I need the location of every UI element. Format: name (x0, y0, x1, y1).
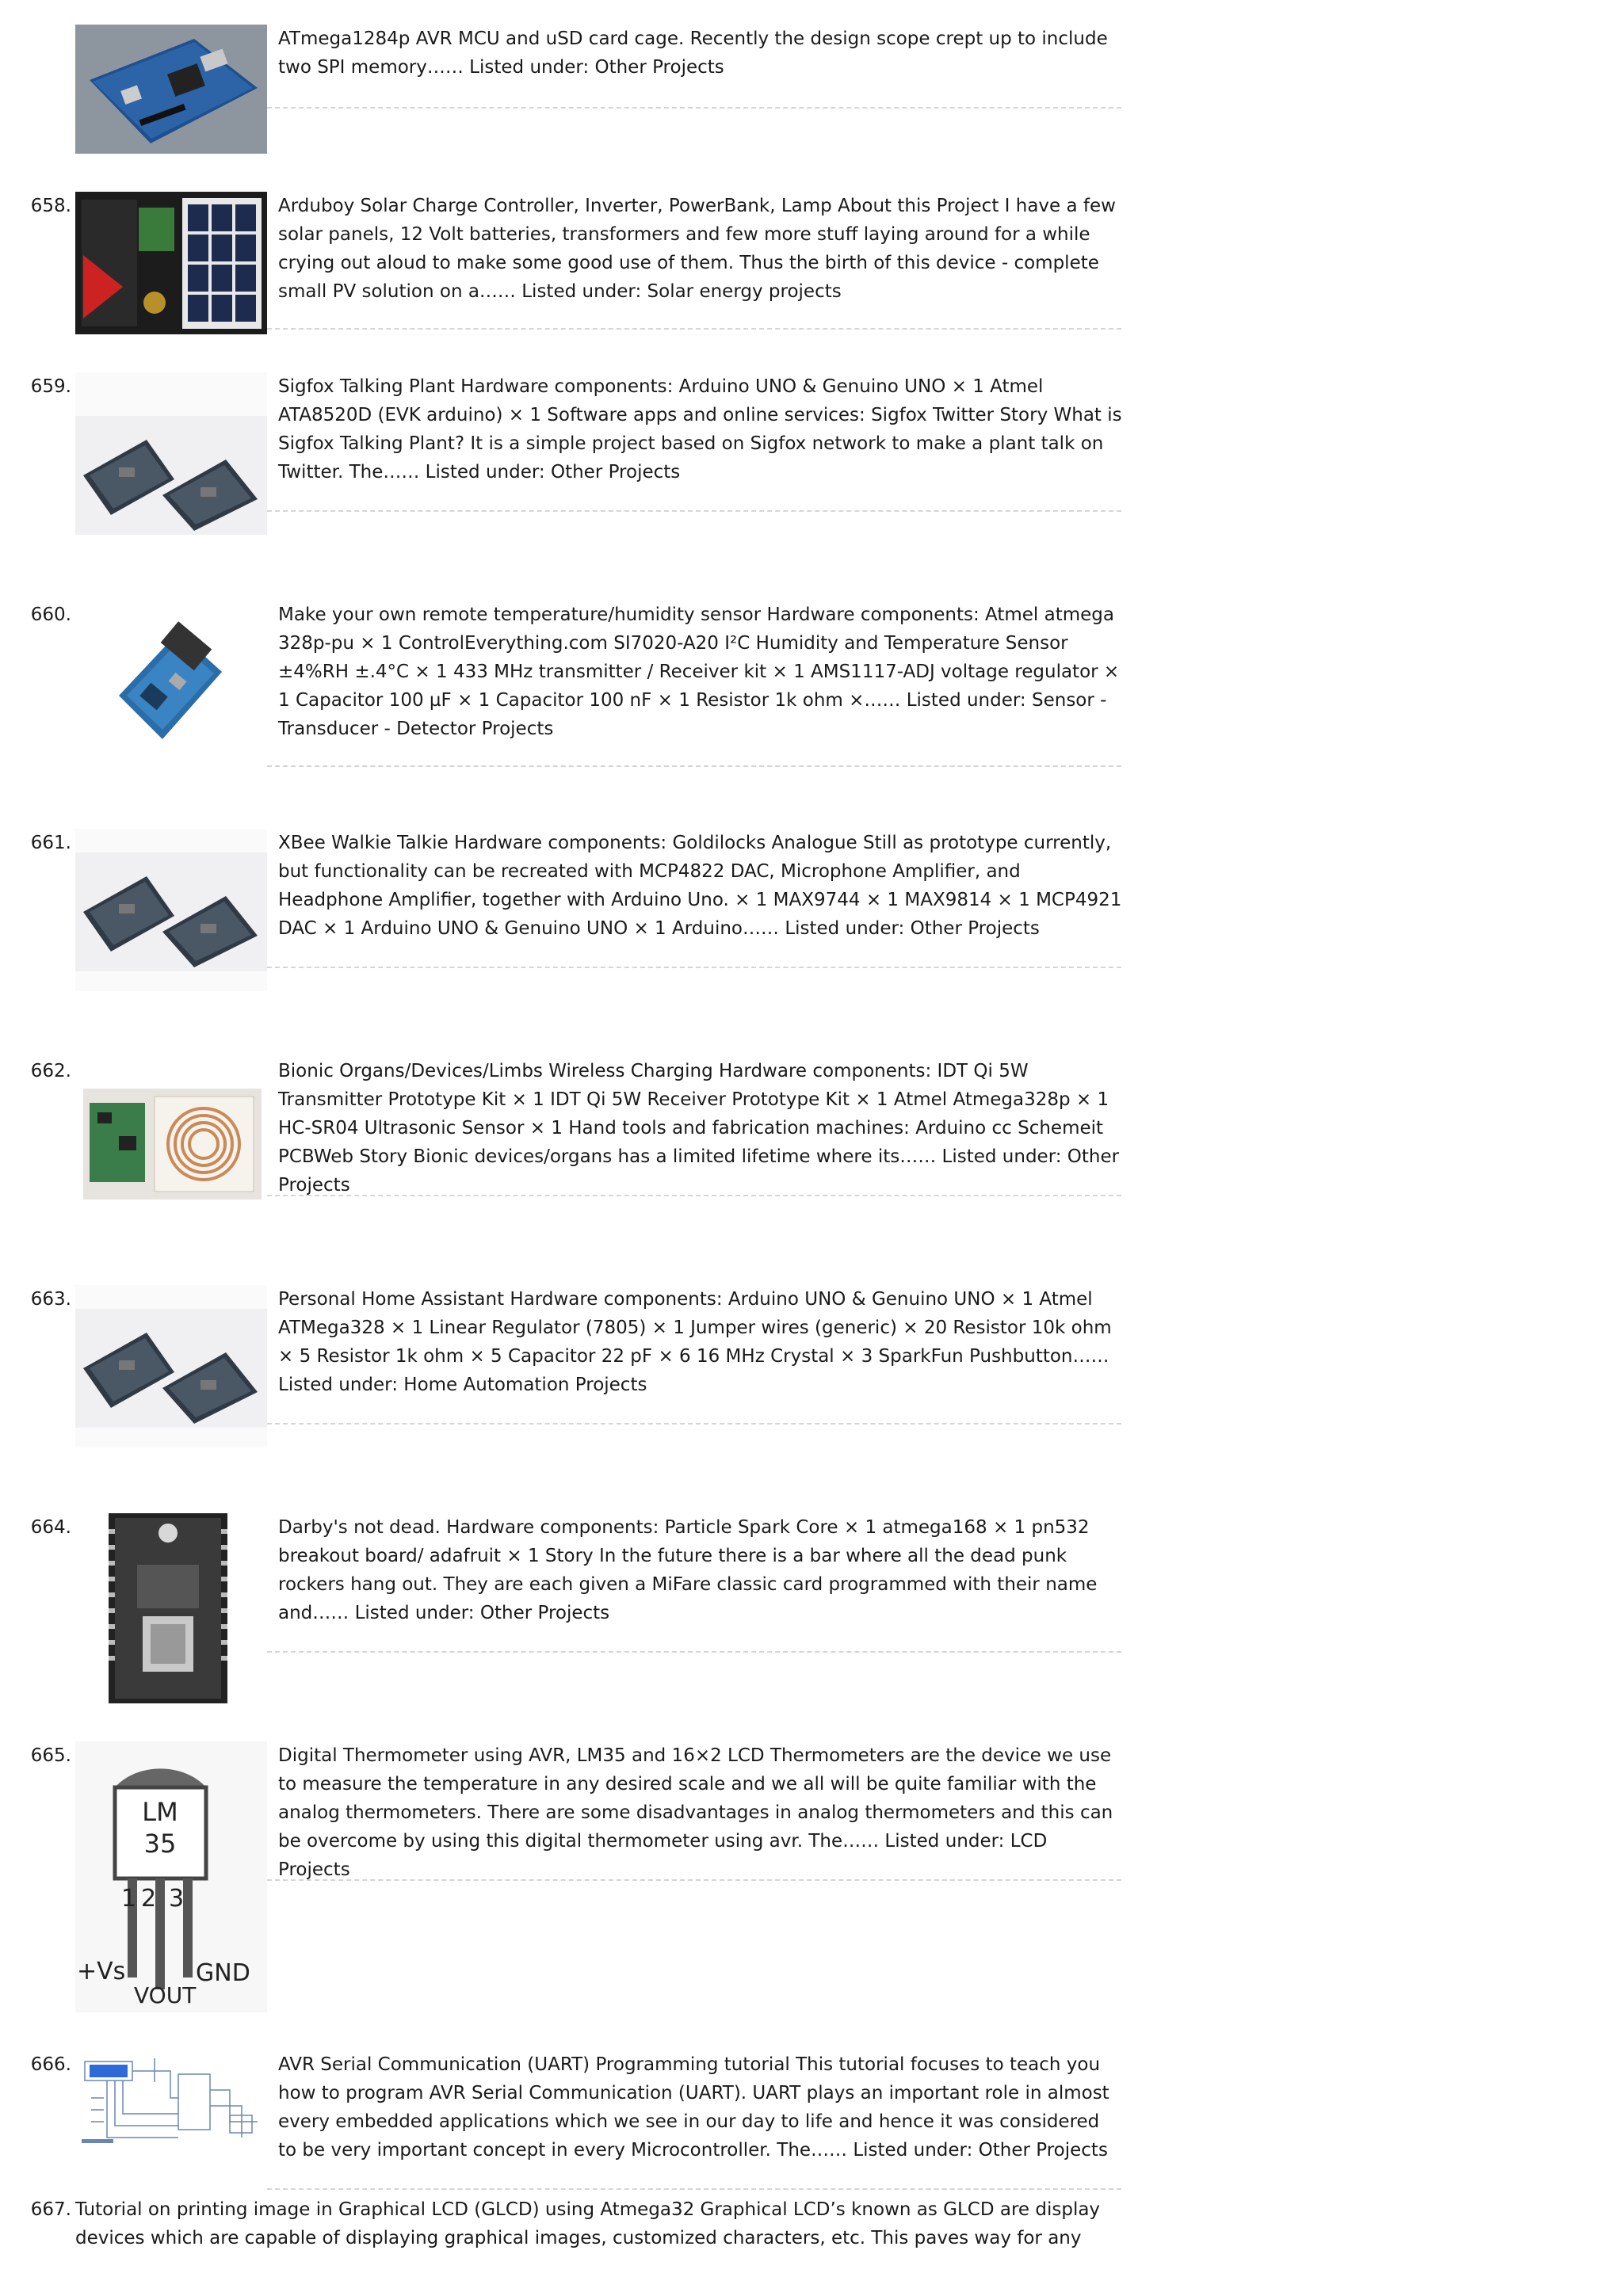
project-description[interactable] (75, 2195, 1129, 2252)
item-number: 662. (30, 1061, 71, 1081)
divider (267, 765, 1121, 767)
item-number: 663. (30, 1289, 71, 1310)
project-description[interactable] (278, 192, 1122, 306)
pin-label-3: 3 (169, 1885, 185, 1913)
project-link[interactable]: Personal Home Assistant Hardware components: Arduino UNO & Genuino UNO × 1 Atmel ATMega328 × 1 Linear Regulator (7805) × 1 Jumper wires (generic) × 20 Resistor 10k ohm × 5 Resistor 1k ohm × 5 Capacitor 22 pF × 6 16 MHz Crystal × 3 SparkFun Pushbutton…… Listed under: Home Automation Projects (278, 1289, 1112, 1395)
project-description[interactable] (278, 601, 1122, 743)
item-number: 664. (30, 1517, 71, 1538)
solar-panel-photo[interactable] (75, 192, 267, 334)
uart-schematic-image[interactable] (75, 2050, 267, 2153)
spark-core-photo[interactable] (75, 1513, 267, 1703)
project-link[interactable]: Digital Thermometer using AVR, LM35 and 16×2 LCD Thermometers are the device we use to measure the temperature in any desired scale and we all will be quite familiar with the analog thermometers. There are some disadvantages in analog thermometers and this can be overcome by using this digital thermometer using avr. The…… Listed under: LCD Projects (278, 1745, 1113, 1880)
project-link[interactable]: XBee Walkie Talkie Hardware components: Goldilocks Analogue Still as prototype currently, but functionality can be recreated with MCP4822 DAC, Microphone Amplifier, and Headphone Amplifier, together with Arduino Uno. × 1 MAX9744 × 1 MAX9814 × 1 MCP4921 DAC × 1 Arduino UNO & Genuino UNO × 1 Arduino…… Listed under: Other Projects (278, 833, 1122, 939)
avr-board-photo[interactable] (75, 25, 267, 154)
pin-label-1: 1 (121, 1885, 137, 1913)
arduino-boards-photo[interactable] (75, 829, 267, 991)
project-description[interactable] (278, 829, 1122, 943)
project-description[interactable] (278, 2050, 1122, 2164)
divider (267, 107, 1121, 109)
project-description[interactable] (278, 1513, 1122, 1627)
project-link[interactable]: Arduboy Solar Charge Controller, Inverter, PowerBank, Lamp About this Project I have a few solar panels, 12 Volt batteries, transformers and few more stuff laying around for a while crying out aloud to make some good use of them. Thus the birth of this device - complete small PV solution on a…… Listed under: Solar energy projects (278, 196, 1116, 302)
item-number: 660. (30, 605, 71, 625)
project-description[interactable] (278, 372, 1122, 486)
divider (267, 967, 1121, 968)
project-link[interactable]: Darby's not dead. Hardware components: Particle Spark Core × 1 atmega168 × 1 pn532 breakout board/ adafruit × 1 Story In the future there is a bar where all the dead punk rockers hang out. They are each given a MiFare classic card programmed with their name and…… Listed under: Other Projects (278, 1517, 1098, 1623)
divider (267, 1879, 1121, 1881)
project-link[interactable]: Tutorial on printing image in Graphical LCD (GLCD) using Atmega32 Graphical LCD’s known as GLCD are display devices which are capable of displaying graphical images, customized characters, etc. This paves way for any (75, 2199, 1101, 2248)
project-description[interactable] (278, 1285, 1122, 1399)
item-number: 666. (30, 2054, 71, 2075)
divider (267, 2188, 1121, 2190)
item-number: 661. (30, 833, 71, 853)
divider (267, 510, 1121, 512)
lm35-pinout-diagram[interactable] (75, 1741, 267, 2012)
divider (267, 328, 1121, 330)
arduino-boards-photo[interactable] (75, 372, 267, 535)
chip-label-number: 35 (143, 1829, 177, 1859)
divider (267, 1195, 1121, 1196)
item-number: 659. (30, 376, 71, 397)
vout-label: VOUT (134, 1982, 197, 2008)
vs-label: +Vs (77, 1958, 126, 1985)
item-number: 665. (30, 1745, 71, 1766)
project-link[interactable]: AVR Serial Communication (UART) Programming tutorial This tutorial focuses to teach you how to program AVR Serial Communication (UART). UART plays an important role in almost every embedded applications which we see in our day to life and hence it was considered to be very important concept in every Microcontroller. The…… Listed under: Other Projects (278, 2054, 1109, 2161)
project-link[interactable]: ATmega1284p AVR MCU and uSD card cage. Recently the design scope crept up to include two SPI memory…… Listed under: Other Projects (278, 29, 1108, 78)
arduino-boards-photo[interactable] (75, 1285, 267, 1447)
sensor-module-photo[interactable] (75, 601, 267, 763)
project-link[interactable]: Make your own remote temperature/humidity sensor Hardware components: Atmel atmega 328p-pu × 1 ControlEverything.com SI7020-A20 I²C Humidity and Temperature Sensor ±4%RH ±.4°C × 1 433 MHz transmitter / Receiver kit × 1 AMS1117-ADJ voltage regulator × 1 Capacitor 100 µF × 1 Capacitor 100 nF × 1 Resistor 1k ohm ×…… Listed under: Sensor - Transducer - Detector Projects (278, 605, 1120, 739)
divider (267, 1423, 1121, 1425)
divider (267, 1651, 1121, 1653)
project-description[interactable] (278, 25, 1122, 82)
project-link[interactable]: Bionic Organs/Devices/Limbs Wireless Charging Hardware components: IDT Qi 5W Transmitter Prototype Kit × 1 IDT Qi 5W Receiver Prototype Kit × 1 Atmel Atmega328p × 1 HC-SR04 Ultrasonic Sensor × 1 Hand tools and fabrication machines: Arduino cc Schemeit PCBWeb Story Bionic devices/organs has a limited lifetime where its…… Listed under: Other Projects (278, 1061, 1120, 1196)
gnd-label: GND (196, 1959, 250, 1987)
project-description[interactable] (278, 1057, 1122, 1199)
item-number: 667. (30, 2199, 71, 2220)
chip-label: LM (142, 1797, 178, 1827)
item-number: 658. (30, 196, 71, 216)
project-description[interactable] (278, 1741, 1122, 1884)
project-link[interactable]: Sigfox Talking Plant Hardware components: Arduino UNO & Genuino UNO × 1 Atmel ATA8520D (EVK arduino) × 1 Software apps and online services: Sigfox Twitter Story What is Sigfox Talking Plant? It is a simple project based on Sigfox network to make a plant talk on Twitter. The…… Listed under: Other Projects (278, 376, 1122, 482)
pin-label-2: 2 (141, 1885, 157, 1913)
wireless-charger-photo[interactable] (75, 1057, 267, 1219)
